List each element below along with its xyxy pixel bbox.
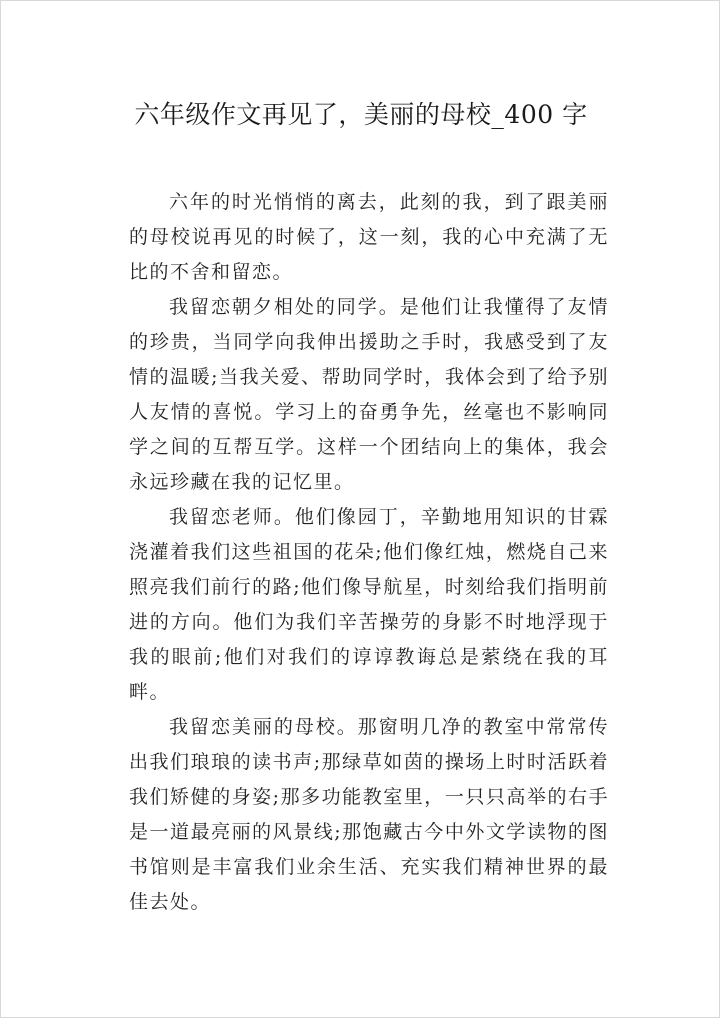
paragraph-2: 我留恋朝夕相处的同学。是他们让我懂得了友情的珍贵，当同学向我伸出援助之手时，我感受到了友情的温暖;当我关爱、帮助同学时，我体会到了给予别人友情的喜悦。学习上的奋勇争先，丝毫也不影响同学之间的互帮互学。这样一个团结向上的集体，我会永远珍藏在我的记忆里。 — [129, 296, 609, 493]
paragraph-4: 我留恋美丽的母校。那窗明几净的教室中常常传出我们琅琅的读书声;那绿草如茵的操场上时时活跃着我们矫健的身姿;那多功能教室里，一只只高举的右手是一道最亮丽的风景线;那饱藏古今中外文学读物的图书馆则是丰富我们业余生活、充实我们精神世界的最佳去处。 — [129, 716, 609, 913]
document-title: 六年级作文再见了，美丽的母校_400 字 — [134, 100, 588, 129]
paragraph-3: 我留恋老师。他们像园丁，辛勤地用知识的甘霖浇灌着我们这些祖国的花朵;他们像红烛，燃烧自己来照亮我们前行的路;他们像导航星，时刻给我们指明前进的方向。他们为我们辛苦操劳的身影不时地浮现于我的眼前;他们对我们的谆谆教诲总是萦绕在我的耳畔。 — [129, 506, 609, 703]
paragraph-1: 六年的时光悄悄的离去，此刻的我，到了跟美丽的母校说再见的时候了，这一刻，我的心中充满了无比的不舍和留恋。 — [129, 191, 609, 283]
document-body — [129, 185, 609, 920]
